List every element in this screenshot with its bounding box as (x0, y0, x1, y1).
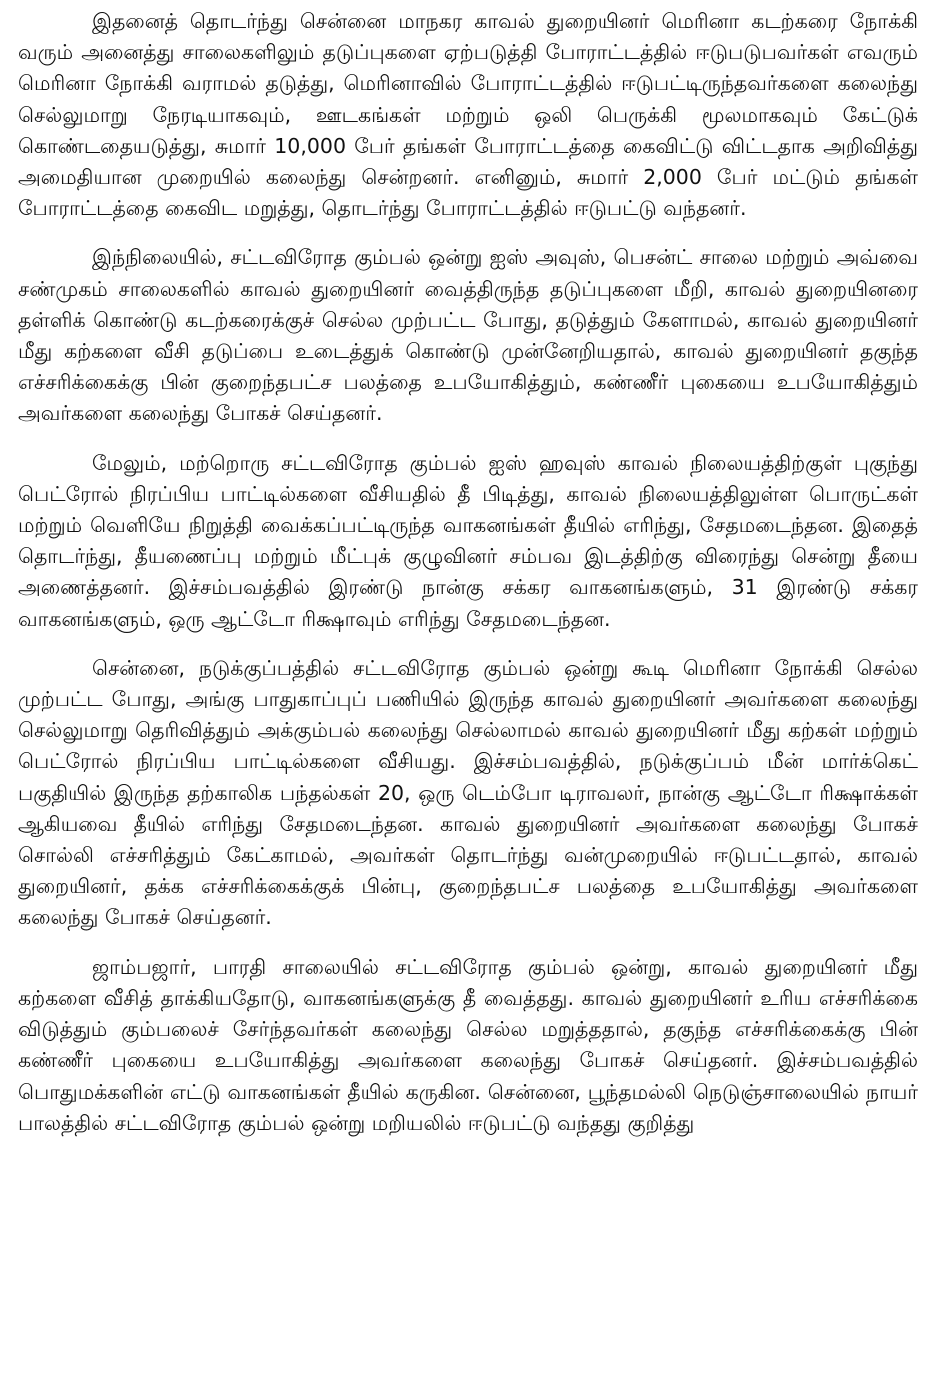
paragraph-4: சென்னை, நடுக்குப்பத்தில் சட்டவிரோத கும்பல் ஒன்று கூடி மெரினா நோக்கி செல்ல முற்பட்ட போது, அங்கு பாதுகாப்புப் பணியில் இருந்த காவல் துறையினர் அவர்களை கலைந்து செல்லுமாறு தெரிவித்தும் அக்கும்பல் கலைந்து செல்லாமல் காவல் துறையினர் மீது கற்கள் மற்றும் பெட்ரோல் நிரப்பிய பாட்டில்களை வீசியது. இச்சம்பவத்தில், நடுக்குப்பம் மீன் மார்க்கெட் பகுதியில் இருந்த தற்காலிக பந்தல்கள் 20, ஒரு டெம்போ டிராவலர், நான்கு ஆட்டோ ரிக்ஷாக்கள் ஆகியவை தீயில் எரிந்து சேதமடைந்தன. காவல் துறையினர் அவர்களை கலைந்து போகச் சொல்லி எச்சரித்தும் கேட்காமல், அவர்கள் தொடர்ந்து வன்முறையில் ஈடுபட்டதால், காவல் துறையினர், தக்க எச்சரிக்கைக்குக் பின்பு, குறைந்தபட்ச பலத்தை உபயோகித்து அவர்களை கலைந்து போகச் செய்தனர். (18, 655, 918, 930)
document-page (18, 6, 918, 1139)
paragraph-3: மேலும், மற்றொரு சட்டவிரோத கும்பல் ஐஸ் ஹவுஸ் காவல் நிலையத்திற்குள் புகுந்து பெட்ரோல் நிரப்பிய பாட்டில்களை வீசியதில் தீ பிடித்து, காவல் நிலையத்திலுள்ள பொருட்கள் மற்றும் வெளியே நிறுத்தி வைக்கப்பட்டிருந்த வாகனங்கள் தீயில் எரிந்து, சேதமடைந்தன. இதைத் தொடர்ந்து, தீயணைப்பு மற்றும் மீட்புக் குழுவினர் சம்பவ இடத்திற்கு விரைந்து சென்று தீயை அணைத்தனர். இச்சம்பவத்தில் இரண்டு நான்கு சக்கர வாகனங்களும், 31 இரண்டு சக்கர வாகனங்களும், ஒரு ஆட்டோ ரிக்ஷாவும் எரிந்து சேதமடைந்தன. (18, 450, 918, 631)
paragraph-5: ஜாம்பஜார், பாரதி சாலையில் சட்டவிரோத கும்பல் ஒன்று, காவல் துறையினர் மீது கற்களை வீசித் தாக்கியதோடு, வாகனங்களுக்கு தீ வைத்தது. காவல் துறையினர் உரிய எச்சரிக்கை விடுத்தும் கும்பலைச் சேர்ந்தவர்கள் கலைந்து செல்ல மறுத்ததால், தகுந்த எச்சரிக்கைக்கு பின் கண்ணீர் புகையை உபயோகித்து அவர்களை கலைந்து போகச் செய்தனர். இச்சம்பவத்தில் பொதுமக்களின் எட்டு வாகனங்கள் தீயில் கருகின. சென்னை, பூந்தமல்லி நெடுஞ்சாலையில் நாயர் பாலத்தில் சட்டவிரோத கும்பல் ஒன்று மறியலில் ஈடுபட்டு வந்தது குறித்து (18, 954, 918, 1135)
paragraph-2: இந்நிலையில், சட்டவிரோத கும்பல் ஒன்று ஐஸ் அவுஸ், பெசன்ட் சாலை மற்றும் அவ்வை சண்முகம் சாலைகளில் காவல் துறையினர் வைத்திருந்த தடுப்புகளை மீறி, காவல் துறையினரை தள்ளிக் கொண்டு கடற்கரைக்குச் செல்ல முற்பட்ட போது, தடுத்தும் கேளாமல், காவல் துறையினர் மீது கற்களை வீசி தடுப்பை உடைத்துக் கொண்டு முன்னேறியதால், காவல் துறையினர் தகுந்த எச்சரிக்கைக்கு பின் குறைந்தபட்ச பலத்தை உபயோகித்தும், கண்ணீர் புகையை உபயோகித்தும் அவர்களை கலைந்து போகச் செய்தனர். (18, 245, 918, 426)
paragraph-1: இதனைத் தொடர்ந்து சென்னை மாநகர காவல் துறையினர் மெரினா கடற்கரை நோக்கி வரும் அனைத்து சாலைகளிலும் தடுப்புகளை ஏற்படுத்தி போராட்டத்தில் ஈடுபடுபவர்கள் எவரும் மெரினா நோக்கி வராமல் தடுத்து, மெரினாவில் போராட்டத்தில் ஈடுபட்டிருந்தவர்களை கலைந்து செல்லுமாறு நேரடியாகவும், ஊடகங்கள் மற்றும் ஒலி பெருக்கி மூலமாகவும் கேட்டுக் கொண்டதையடுத்து, சுமார் 10,000 பேர் தங்கள் போராட்டத்தை கைவிட்டு விட்டதாக அறிவித்து அமைதியான முறையில் கலைந்து சென்றனர். எனினும், சுமார் 2,000 பேர் மட்டும் தங்கள் போராட்டத்தை கைவிட மறுத்து, தொடர்ந்து போராட்டத்தில் ஈடுபட்டு வந்தனர். (18, 9, 918, 221)
